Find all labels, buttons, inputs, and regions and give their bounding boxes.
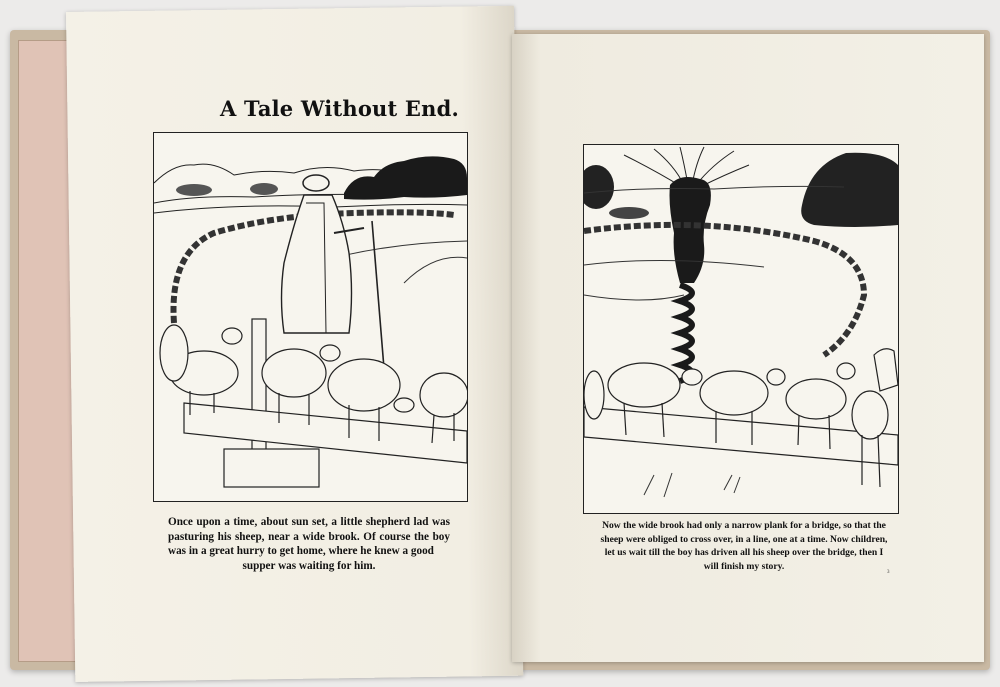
right-caption: Now the wide brook had only a narrow plank for a bridge, so that the sheep were obliged to cross over, in a line, one at a time. Now children, let us wait till the boy has driven all his sheep over the bridge, then I will finish my story. [600,520,888,572]
left-caption-last-line: supper was waiting for him. [242,559,376,572]
bridge-illustration [583,144,899,514]
page-number: 3 [887,570,890,575]
left-caption-text: Once upon a time, about sun set, a little shepherd lad was pasturing his sheep, near a wide brook. Of course the boy was in a great hurry to get home, where he knew a good [168,516,450,557]
page-title: A Tale Without End. [220,96,459,121]
left-caption [168,515,450,573]
shepherd-illustration [153,132,468,502]
